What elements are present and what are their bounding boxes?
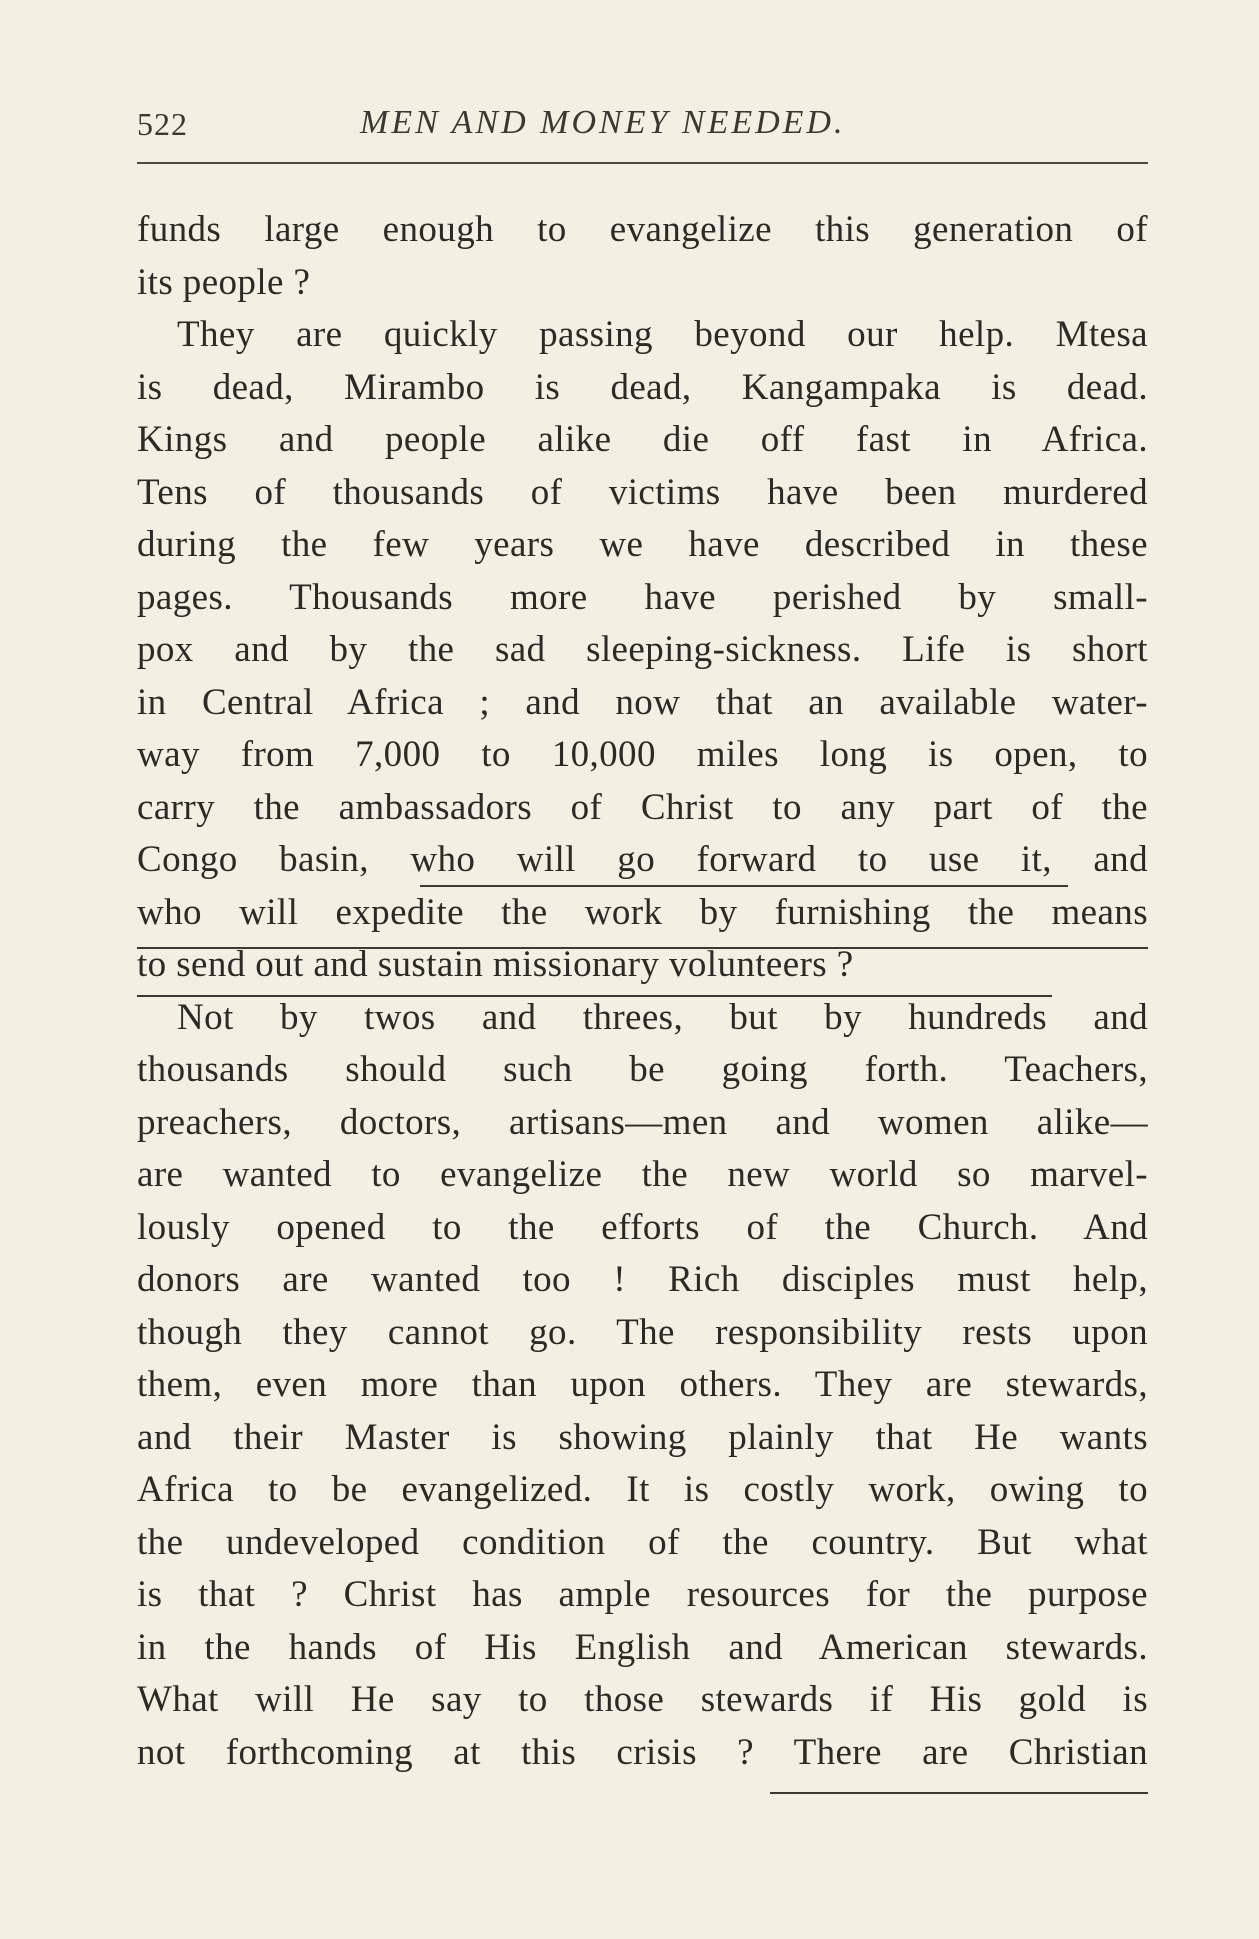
text-line: who will expedite the work by furnishing the means xyxy=(137,891,1148,933)
text-line: and their Master is showing plainly that He wants xyxy=(137,1416,1148,1458)
running-head: MEN AND MONEY NEEDED. xyxy=(360,104,846,141)
text-line: though they cannot go. The responsibility rests upon xyxy=(137,1311,1148,1353)
text-line: is that ? Christ has ample resources for the purpose xyxy=(137,1574,1148,1615)
text-line: thousands should such be going forth. Teachers, xyxy=(137,1049,1148,1090)
text-line: preachers, doctors, artisans—men and women alike— xyxy=(137,1101,1148,1143)
text-line: pages. Thousands more have perished by small- xyxy=(137,576,1148,618)
text-line: to send out and sustain missionary volunteers ? xyxy=(137,944,854,985)
underline-mark xyxy=(770,1792,1148,1794)
text-line: lously opened to the efforts of the Church. And xyxy=(137,1206,1148,1248)
text-line: is dead, Mirambo is dead, Kangampaka is dead. xyxy=(137,366,1148,408)
text-line: the undeveloped condition of the country. But what xyxy=(137,1521,1148,1563)
page-number: 522 xyxy=(137,106,188,142)
text-line: way from 7,000 to 10,000 miles long is open, to xyxy=(137,734,1148,775)
underline-mark xyxy=(420,885,1068,887)
text-line: Tens of thousands of victims have been murdered xyxy=(137,471,1148,513)
text-line: What will He say to those stewards if His gold is xyxy=(137,1679,1148,1720)
text-line: pox and by the sad sleeping-sickness. Life is short xyxy=(137,629,1148,670)
underline-mark xyxy=(137,947,1148,949)
text-line: in Central Africa ; and now that an available water- xyxy=(137,681,1148,723)
text-line: Not by twos and threes, but by hundreds and xyxy=(177,996,1148,1038)
text-line: donors are wanted too ! Rich disciples must help, xyxy=(137,1259,1148,1300)
text-line: its people ? xyxy=(137,261,311,303)
header-rule xyxy=(137,162,1148,164)
text-line: They are quickly passing beyond our help. Mtesa xyxy=(177,314,1148,355)
text-line: in the hands of His English and American stewards. xyxy=(137,1626,1148,1668)
body-text xyxy=(137,204,1148,1779)
text-line: them, even more than upon others. They are stewards, xyxy=(137,1364,1148,1405)
text-line: carry the ambassadors of Christ to any part of the xyxy=(137,786,1148,828)
text-line: funds large enough to evangelize this generation of xyxy=(137,209,1148,250)
text-line: Africa to be evangelized. It is costly work, owing to xyxy=(137,1469,1148,1510)
underline-mark xyxy=(137,995,1052,997)
text-line: Congo basin, who will go forward to use it, and xyxy=(137,839,1148,880)
text-line: during the few years we have described in these xyxy=(137,524,1148,565)
text-line: not forthcoming at this crisis ? There are Christian xyxy=(137,1731,1148,1773)
text-line: are wanted to evangelize the new world so marvel- xyxy=(137,1154,1148,1195)
text-line: Kings and people alike die off fast in Africa. xyxy=(137,419,1148,460)
